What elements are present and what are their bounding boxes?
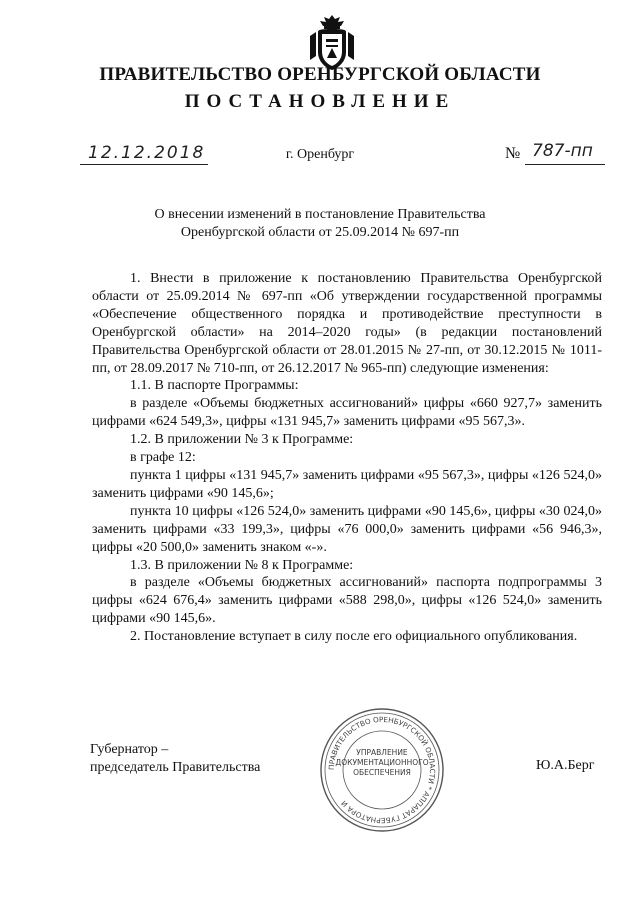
signer-title-line: Губернатор – <box>90 742 169 757</box>
signer-title-line: председатель Правительства <box>90 760 261 775</box>
document-number: 787-пп <box>532 141 593 161</box>
body-paragraph: 2. Постановление вступает в силу после его официального опубликования. <box>130 629 578 645</box>
body-paragraph: 1. Внести в приложение к постановлению Правительства Оренбургской области от 25.09.2014 № 697-пп «Об утверждении государственной программы «Обеспечение общественного порядка и противодействие преступности в Оренбургской области» на 2014–2020 годы» (в редакции постановлений Правительства Оренбургской области от 28.01.2015 № 27-пп, от 30.12.2015 № 1011-пп, от 28.09.2017 № 710-пп, от 26.12.2017 № 965-пп) следующие изменения: <box>92 271 602 376</box>
stamp-center-line: ОБЕСПЕЧЕНИЯ <box>353 768 411 777</box>
number-sign: № <box>505 145 521 162</box>
date-underline <box>80 164 208 165</box>
subject-line: О внесении изменений в постановление Правительства <box>154 207 486 222</box>
signer-name: Ю.А.Берг <box>536 758 595 773</box>
body-paragraph: 1.3. В приложении № 8 к Программе: <box>130 557 354 573</box>
body-paragraph: 1.2. В приложении № 3 к Программе: <box>130 432 354 448</box>
document-type: ПОСТАНОВЛЕНИЕ <box>184 91 456 112</box>
body-paragraph: в графе 12: <box>130 450 196 466</box>
body-paragraph: пункта 1 цифры «131 945,7» заменить цифрами «95 567,3», цифры «126 524,0» заменить цифрами «90 145,6»; <box>92 467 602 501</box>
stamp-center-line: УПРАВЛЕНИЕ <box>356 748 408 757</box>
organization-title: ПРАВИТЕЛЬСТВО ОРЕНБУРГСКОЙ ОБЛАСТИ <box>99 64 541 85</box>
body-paragraph: в разделе «Объемы бюджетных ассигнований» цифры «660 927,7» заменить цифрами «624 549,3», цифры «131 945,7» заменить цифрами «95 567,3». <box>92 396 602 430</box>
coat-of-arms-icon <box>304 12 360 72</box>
number-underline <box>525 164 605 165</box>
document-city: г. Оренбург <box>285 147 355 162</box>
subject-line: Оренбургской области от 25.09.2014 № 697-пп <box>180 225 460 240</box>
body-paragraph: 1.1. В паспорте Программы: <box>130 378 299 394</box>
body-paragraph: в разделе «Объемы бюджетных ассигнований» паспорта подпрограммы 3 цифры «624 676,4» заменить цифрами «588 298,0», цифры «126 524,0» заменить цифрами «90 145,6». <box>92 575 602 627</box>
body-paragraph: пункта 10 цифры «126 524,0» заменить цифрами «90 145,6», цифры «30 024,0» заменить цифрами «33 199,3», цифры «76 000,0» заменить цифрами «56 946,3», цифры «20 500,0» заменить знаком «-». <box>92 503 602 555</box>
stamp-center-text <box>324 748 440 778</box>
signer-title <box>90 741 260 777</box>
document-body <box>92 270 602 646</box>
document-subject <box>0 206 640 242</box>
document-date: 12.12.2018 <box>88 143 206 163</box>
stamp-ring-text: ПРАВИТЕЛЬСТВО ОРЕНБУРГСКОЙ ОБЛАСТИ * АППАРАТ ГУБЕРНАТОРА И <box>326 714 438 826</box>
stamp-center-line: ДОКУМЕНТАЦИОННОГО <box>335 758 429 767</box>
